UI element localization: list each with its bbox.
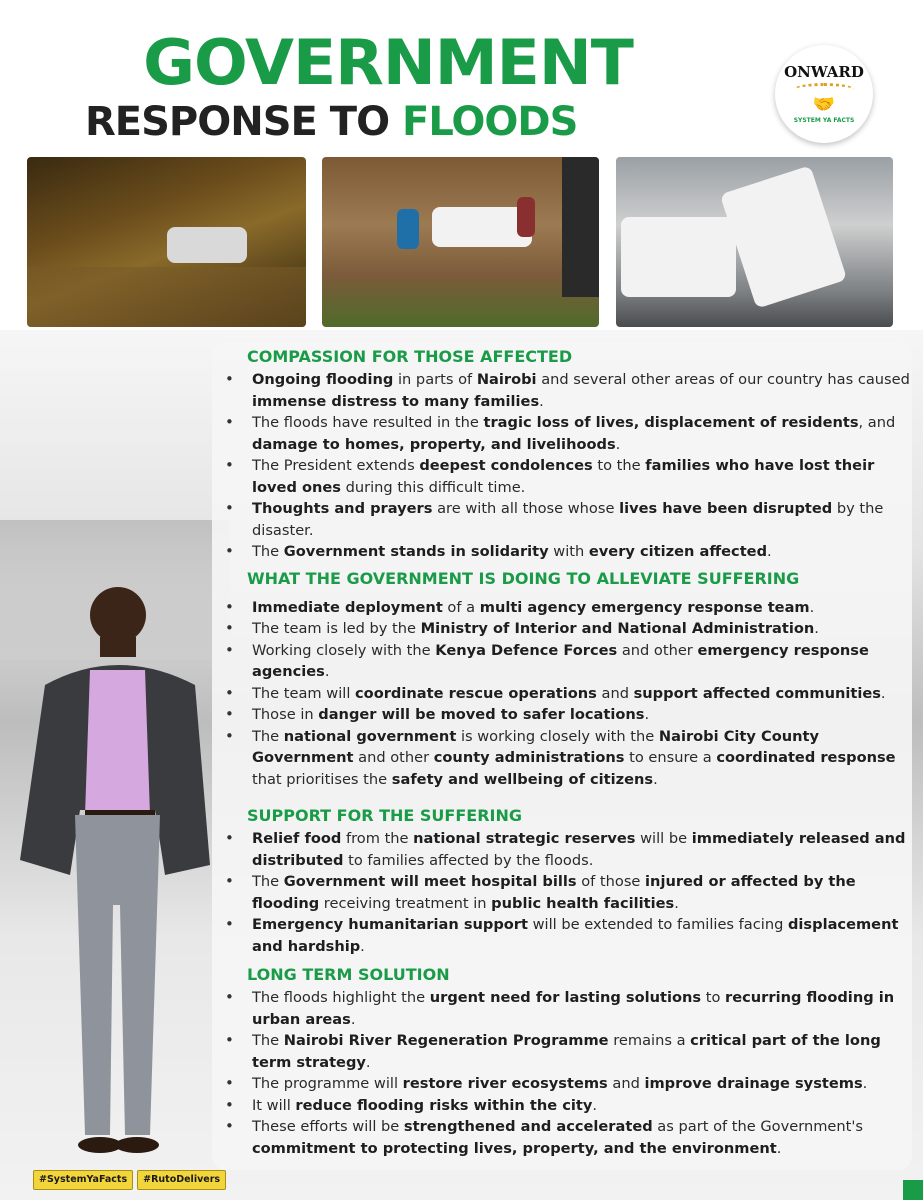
car-shape	[621, 217, 736, 297]
body-text: .	[360, 937, 365, 955]
bullet-list	[225, 987, 910, 1159]
car-shape	[167, 227, 247, 263]
list-item	[225, 914, 910, 957]
emphasis-text: Nairobi	[476, 371, 537, 388]
body-text: Working closely with the	[252, 641, 436, 659]
emphasis-text: restore river ecosystems	[402, 1075, 608, 1092]
section-heading: SUPPORT FOR THE SUFFERING	[247, 806, 522, 825]
list-item	[225, 828, 910, 871]
list-item	[225, 640, 910, 683]
emphasis-text: Kenya Defence Forces	[435, 641, 618, 659]
body-text: and	[607, 1075, 645, 1092]
body-text: of a	[442, 598, 480, 616]
body-text: The team is led by the	[252, 620, 421, 637]
emphasis-text: Government stands in solidarity	[283, 543, 549, 560]
page-title: GOVERNMENT	[143, 26, 633, 99]
list-item	[225, 412, 910, 455]
subtitle-dark-text: RESPONSE TO	[85, 99, 390, 145]
body-text: receiving treatment in	[319, 894, 492, 912]
emphasis-text: tragic loss of lives, displacement of residents	[483, 414, 859, 431]
corner-accent	[903, 1180, 923, 1200]
body-text: is working closely with the	[456, 727, 659, 745]
emphasis-text: emergency response agencies	[252, 641, 869, 680]
emphasis-text: support affected communities	[633, 684, 881, 702]
body-text: of those	[576, 873, 646, 890]
logo-subtitle: SYSTEM YA FACTS	[793, 117, 855, 124]
body-text: .	[653, 770, 658, 788]
body-text: The team will	[252, 684, 356, 702]
overturned-car-shape	[720, 165, 847, 308]
emphasis-text: recurring flooding in urban areas	[252, 989, 895, 1028]
body-text: The floods highlight the	[252, 989, 430, 1006]
body-text: to ensure a	[624, 749, 717, 766]
person-shape	[397, 209, 419, 249]
emphasis-text: coordinated response	[716, 749, 896, 766]
body-text: .	[350, 1010, 356, 1028]
list-item	[225, 704, 910, 726]
emphasis-text: Relief food	[252, 830, 342, 847]
bullet-list	[225, 828, 910, 957]
list-item	[225, 987, 910, 1030]
logo-name: ONWARD	[784, 63, 864, 81]
body-text: by the disaster.	[252, 500, 884, 539]
onward-logo	[775, 45, 873, 143]
emphasis-text: national government	[283, 727, 457, 745]
body-text: to families affected by the floods.	[343, 851, 594, 869]
body-text: .	[776, 1139, 782, 1157]
list-item	[225, 498, 910, 541]
body-text: The floods have resulted in the	[252, 414, 484, 431]
list-item	[225, 1030, 910, 1073]
emphasis-text: Nairobi River Regeneration Programme	[283, 1032, 609, 1049]
body-text: The President extends	[252, 457, 420, 474]
body-text: Those in	[252, 706, 319, 723]
emphasis-text: national strategic reserves	[413, 830, 636, 847]
body-text: , and	[858, 414, 896, 431]
body-text: .	[592, 1096, 598, 1114]
hashtag-rutodelivers: #RutoDelivers	[137, 1170, 226, 1190]
list-item	[225, 1116, 910, 1159]
body-text: These efforts will be	[252, 1118, 404, 1135]
page-subtitle	[85, 98, 577, 146]
emphasis-text: urgent need for lasting solutions	[429, 989, 702, 1006]
body-text: .	[365, 1053, 371, 1071]
emphasis-text: Nairobi City County Government	[252, 727, 819, 766]
body-text: to the	[592, 457, 646, 474]
emphasis-text: coordinate rescue operations	[355, 684, 597, 702]
list-item	[225, 1095, 910, 1117]
body-text: .	[539, 392, 544, 410]
emphasis-text: strengthened and accelerated	[403, 1118, 653, 1135]
emphasis-text: Thoughts and prayers	[252, 500, 433, 517]
handshake-icon: 🤝	[812, 94, 836, 115]
list-item	[225, 597, 910, 619]
list-item	[225, 726, 910, 791]
section-heading: COMPASSION FOR THOSE AFFECTED	[247, 347, 573, 366]
body-text: .	[615, 435, 621, 453]
body-text: with	[548, 543, 589, 560]
men-pushing-car-in-floodwater-photo	[322, 157, 599, 327]
emphasis-text: Ongoing flooding	[252, 371, 394, 388]
emphasis-text: improve drainage systems	[644, 1075, 863, 1092]
emphasis-text: multi agency emergency response team	[479, 598, 810, 616]
emphasis-text: Ministry of Interior and National Administration	[420, 620, 815, 637]
subtitle-green-text: FLOODS	[402, 99, 578, 145]
list-item	[225, 1073, 910, 1095]
bullet-list	[225, 369, 910, 563]
hashtag-bar	[33, 1170, 226, 1190]
body-text: and other	[617, 641, 698, 659]
section-heading: LONG TERM SOLUTION	[247, 965, 450, 984]
list-item	[225, 541, 910, 563]
body-text: .	[644, 706, 650, 723]
body-text: The programme will	[252, 1075, 403, 1092]
president-figure-image	[15, 575, 220, 1160]
main-content	[225, 345, 910, 1159]
body-text: that prioritises the	[252, 770, 392, 788]
bullet-list	[225, 597, 910, 791]
body-text: The	[252, 543, 284, 560]
emphasis-text: damage to homes, property, and livelihoods	[252, 435, 616, 453]
body-text: .	[814, 620, 819, 637]
emphasis-text: displacement and hardship	[252, 916, 899, 955]
body-text: .	[767, 543, 772, 560]
body-text: .	[809, 598, 815, 616]
body-text: .	[324, 663, 330, 680]
body-text: from the	[341, 830, 414, 847]
emphasis-text: public health facilities	[491, 894, 675, 912]
body-text: and several other areas of our country has caused	[536, 371, 910, 388]
flooded-street-night-photo	[27, 157, 306, 327]
body-text: during this difficult time.	[340, 478, 526, 496]
body-text: in parts of	[393, 371, 477, 388]
emphasis-text: Immediate deployment	[252, 598, 443, 616]
body-text: to	[701, 989, 726, 1006]
emphasis-text: injured or affected by the flooding	[252, 873, 856, 912]
body-text: .	[880, 684, 886, 702]
damaged-cars-after-flood-photo	[616, 157, 893, 327]
emphasis-text: families who have lost their loved ones	[252, 457, 875, 496]
floodwater-shape	[27, 267, 306, 327]
body-text: are with all those whose	[432, 500, 620, 517]
list-item	[225, 683, 910, 705]
body-text: and other	[353, 749, 434, 766]
body-text: .	[862, 1075, 868, 1092]
emphasis-text: Emergency humanitarian support	[252, 916, 528, 933]
list-item	[225, 871, 910, 914]
body-text: remains a	[608, 1032, 691, 1049]
emphasis-text: immediately released and distributed	[252, 830, 906, 869]
list-item	[225, 369, 910, 412]
emphasis-text: deepest condolences	[419, 457, 593, 474]
emphasis-text: commitment to protecting lives, property, and the environment	[252, 1139, 777, 1157]
emphasis-text: critical part of the long term strategy	[252, 1032, 881, 1071]
hashtag-systemyafacts: #SystemYaFacts	[33, 1170, 133, 1190]
emphasis-text: Government will meet hospital bills	[283, 873, 577, 890]
emphasis-text: county administrations	[433, 749, 625, 766]
list-item	[225, 618, 910, 640]
body-text: The	[252, 727, 284, 745]
body-text: .	[674, 894, 679, 912]
body-text: It will	[252, 1096, 296, 1114]
body-text: will be extended to families facing	[527, 916, 788, 933]
body-text: The	[252, 1032, 284, 1049]
body-text: The	[252, 873, 284, 890]
body-text: as part of the Government's	[652, 1118, 863, 1135]
emphasis-text: safety and wellbeing of citizens	[391, 770, 654, 788]
emphasis-text: reduce flooding risks within the city	[295, 1096, 593, 1114]
person-shape	[517, 197, 535, 237]
emphasis-text: lives have been disrupted	[619, 500, 833, 517]
emphasis-text: immense distress to many families	[252, 392, 540, 410]
section-heading: WHAT THE GOVERNMENT IS DOING TO ALLEVIATE SUFFERING	[247, 568, 800, 588]
list-item	[225, 455, 910, 498]
emphasis-text: every citizen affected	[588, 543, 768, 560]
person-shape	[562, 157, 599, 297]
body-text: will be	[635, 830, 692, 847]
body-text: and	[596, 684, 634, 702]
emphasis-text: danger will be moved to safer locations	[318, 706, 645, 723]
